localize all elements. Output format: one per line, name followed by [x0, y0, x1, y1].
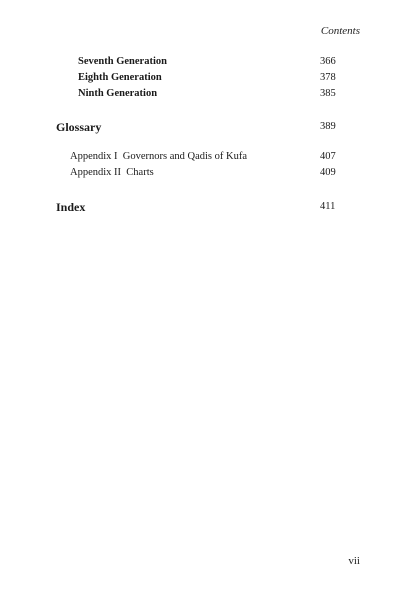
toc-entry-label: Eighth Generation	[78, 72, 162, 83]
toc-entry-label: Index	[56, 200, 86, 214]
page-number: vii	[348, 555, 360, 567]
toc-entry-seventh-generation	[0, 55, 416, 69]
toc-entry-label: Seventh Generation	[78, 56, 167, 67]
running-head: Contents	[320, 25, 360, 37]
toc-entry-page: 389	[320, 121, 336, 132]
toc-entry-appendix-1	[0, 150, 416, 164]
toc-entry-page: 366	[320, 56, 336, 67]
toc-entry-label: Appendix I Governors and Qadis of Kufa	[70, 151, 247, 162]
toc-entry-page: 409	[320, 167, 336, 178]
toc-entry-page: 378	[320, 72, 336, 83]
toc-entry-eighth-generation	[0, 71, 416, 85]
toc-entry-ninth-generation	[0, 87, 416, 101]
toc-entry-label: Ninth Generation	[78, 88, 158, 99]
toc-entry-appendix-2	[0, 166, 416, 180]
toc-entry-glossary	[0, 120, 416, 134]
toc-entry-index	[0, 200, 416, 214]
toc-entry-page: 385	[320, 88, 336, 99]
toc-entry-label: Appendix II Charts	[70, 167, 154, 178]
toc-entry-page: 411	[320, 201, 336, 212]
toc-entry-label: Glossary	[56, 120, 102, 134]
toc-entry-page: 407	[320, 151, 336, 162]
